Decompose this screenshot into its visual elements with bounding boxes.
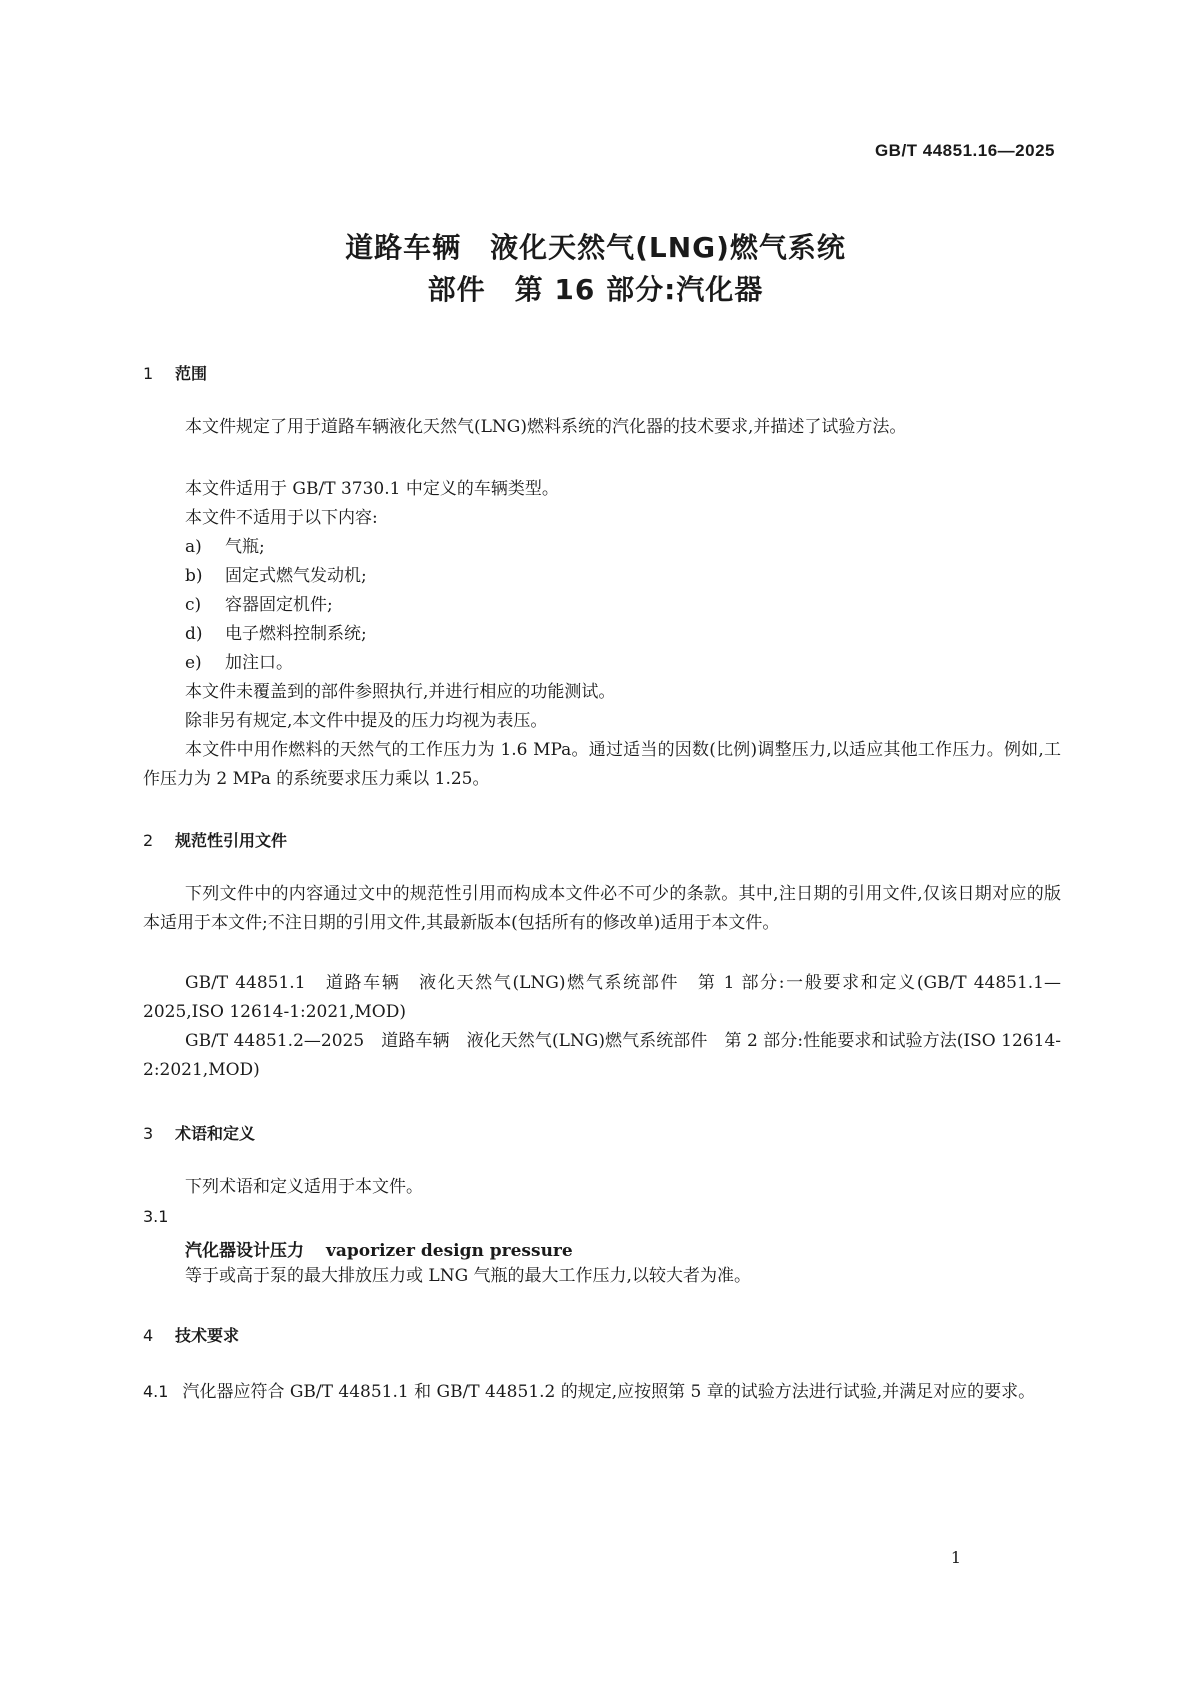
list-marker: a) [185,537,202,557]
paragraph: 本文件适用于 GB/T 3730.1 中定义的车辆类型。 [185,479,559,499]
list-item [185,591,333,620]
term-entry [185,1236,573,1261]
section-number: 1 [143,364,154,383]
list-marker: e) [185,653,202,673]
standard-code: GB/T 44851.16—2025 [874,141,1055,160]
page-number: 1 [950,1548,961,1567]
normative-reference-1: GB/T 44851.1 道路车辆 液化天然气(LNG)燃气系统部件 第 1 部分:一般要求和定义(GB/T 44851.1—2025,ISO 12614-1:2021,MOD) [143,973,1061,1022]
paragraph: 本文件未覆盖到的部件参照执行,并进行相应的功能测试。 [185,682,616,702]
list-item [185,533,265,562]
list-marker: c) [185,595,202,615]
paragraph: 下列文件中的内容通过文中的规范性引用而构成本文件必不可少的条款。其中,注日期的引用文件,仅该日期对应的版本适用于本文件;不注日期的引用文件,其最新版本(包括所有的修改单)适用于本文件。 [143,884,1061,933]
list-marker: b) [185,566,203,586]
list-text: 加注口。 [225,653,293,673]
list-text: 固定式燃气发动机; [225,566,367,586]
clause-text: 汽化器应符合 GB/T 44851.1 和 GB/T 44851.2 的规定,应按照第 5 章的试验方法进行试验,并满足对应的要求。 [182,1382,1036,1402]
paragraph: 下列术语和定义适用于本文件。 [185,1177,423,1197]
section-title: 规范性引用文件 [175,831,288,850]
clause-number: 3.1 [143,1207,169,1226]
term-definition: 等于或高于泵的最大排放压力或 LNG 气瓶的最大工作压力,以较大者为准。 [185,1266,751,1286]
section-2-heading [143,828,287,851]
list-item [185,562,367,591]
paragraph: 本文件不适用于以下内容: [185,508,378,528]
clause-4-1 [143,1377,1061,1407]
section-number: 3 [143,1124,154,1143]
list-text: 气瓶; [225,537,265,557]
list-text: 容器固定机件; [225,595,333,615]
section-number: 2 [143,831,154,850]
section-1-heading [143,361,207,384]
list-item [185,649,293,678]
list-marker: d) [185,624,203,644]
section-title: 范围 [175,364,208,383]
section-title: 术语和定义 [175,1124,256,1143]
section-number: 4 [143,1326,154,1345]
term-chinese: 汽化器设计压力 [185,1241,304,1261]
section-4-heading [143,1323,239,1346]
document-title-line2: 部件 第 16 部分:汽化器 [427,273,764,306]
term-english: vaporizer design pressure [326,1241,573,1261]
clause-number: 4.1 [143,1382,169,1401]
paragraph: 除非另有规定,本文件中提及的压力均视为表压。 [185,711,548,731]
normative-reference-2: GB/T 44851.2—2025 道路车辆 液化天然气(LNG)燃气系统部件 第 2 部分:性能要求和试验方法(ISO 12614-2:2021,MOD) [143,1031,1061,1080]
document-title-line1: 道路车辆 液化天然气(LNG)燃气系统 [345,231,846,264]
section-title: 技术要求 [175,1326,240,1345]
paragraph: 本文件中用作燃料的天然气的工作压力为 1.6 MPa。通过适当的因数(比例)调整压力,以适应其他工作压力。例如,工作压力为 2 MPa 的系统要求压力乘以 1.25。 [143,740,1061,789]
list-text: 电子燃料控制系统; [225,624,367,644]
paragraph: 本文件规定了用于道路车辆液化天然气(LNG)燃料系统的汽化器的技术要求,并描述了试验方法。 [185,417,907,437]
section-3-heading [143,1121,255,1144]
list-item [185,620,367,649]
